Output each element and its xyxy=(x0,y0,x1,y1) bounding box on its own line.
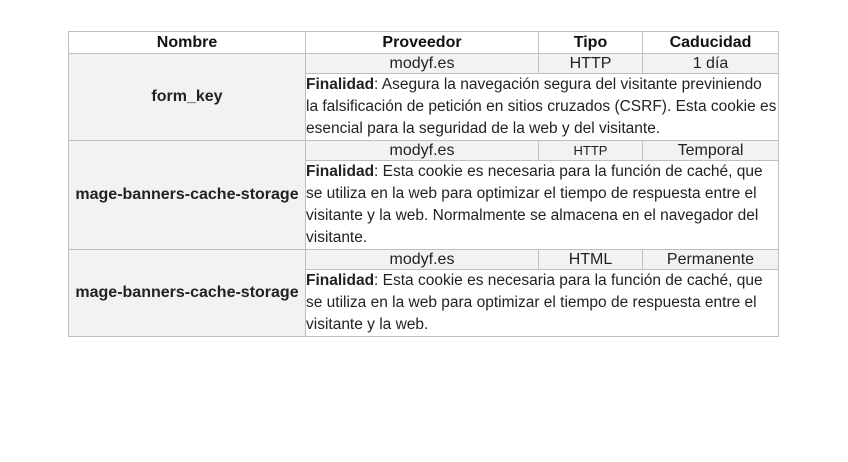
table-row xyxy=(69,141,779,161)
cookie-type: HTTP xyxy=(539,141,643,161)
cookie-name: mage-banners-cache-storage xyxy=(69,250,306,337)
table-header-row xyxy=(69,32,779,54)
cookie-purpose-text: : Esta cookie es necesaria para la función de caché, que se utiliza en la web para optimizar el tiempo de respuesta entre el visitante y la web. xyxy=(306,272,763,333)
cookie-purpose-text: : Asegura la navegación segura del visitante previniendo la falsificación de petición en sitios cruzados (CSRF). Esta cookie es esencial para la seguridad de la web y del visitante. xyxy=(306,76,777,137)
cookie-name: form_key xyxy=(69,54,306,141)
finalidad-label: Finalidad xyxy=(306,76,375,93)
cookie-provider: modyf.es xyxy=(306,54,539,74)
table-row xyxy=(69,54,779,74)
cookie-type: HTTP xyxy=(539,54,643,74)
finalidad-label: Finalidad xyxy=(306,272,375,289)
cookie-purpose xyxy=(306,161,779,250)
cookie-expiry: Temporal xyxy=(643,141,779,161)
cookie-expiry: Permanente xyxy=(643,250,779,270)
header-caducidad: Caducidad xyxy=(643,32,779,54)
finalidad-label: Finalidad xyxy=(306,163,375,180)
cookie-purpose xyxy=(306,74,779,141)
cookie-provider: modyf.es xyxy=(306,141,539,161)
cookie-expiry: 1 día xyxy=(643,54,779,74)
cookie-name: mage-banners-cache-storage xyxy=(69,141,306,250)
cookie-provider: modyf.es xyxy=(306,250,539,270)
header-proveedor: Proveedor xyxy=(306,32,539,54)
cookies-table xyxy=(68,31,779,337)
cookie-purpose-text: : Esta cookie es necesaria para la función de caché, que se utiliza en la web para optimizar el tiempo de respuesta entre el visitante y la web. Normalmente se almacena en el navegador del visitante. xyxy=(306,163,763,246)
table-row xyxy=(69,250,779,270)
cookie-type: HTML xyxy=(539,250,643,270)
cookie-purpose xyxy=(306,270,779,337)
header-nombre: Nombre xyxy=(69,32,306,54)
header-tipo: Tipo xyxy=(539,32,643,54)
